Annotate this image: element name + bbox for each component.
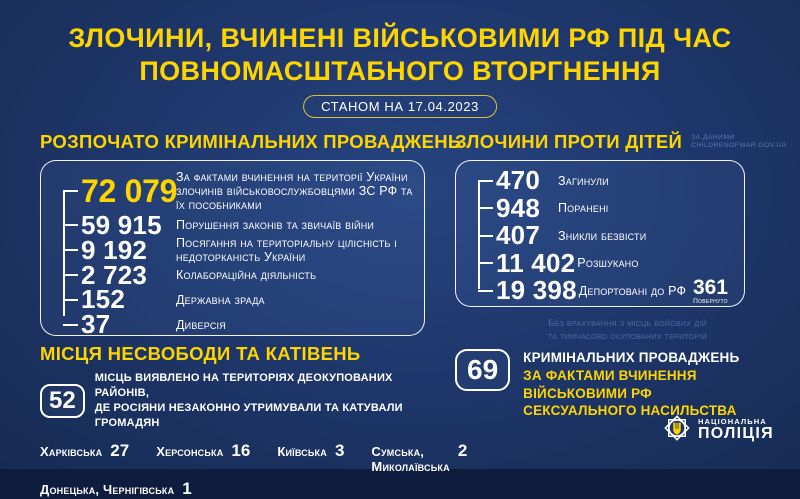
stat-value: 2 723 [81,259,148,290]
detention-desc-line2: ДЕ РОСІЯНИ НЕЗАКОННО УТРИМУВАЛИ ТА КАТУВАЛИ ГРОМАДЯН [94,401,403,429]
sv-line2: ЗА ФАКТАМИ ВЧИНЕННЯ [523,367,697,383]
stat-row [478,277,732,305]
stat-label: Диверсія [176,317,226,332]
stat-row [478,222,732,250]
stat-row [478,192,732,223]
section-proceedings [40,131,462,340]
region-name: Сумська, Миколаївська [371,444,450,475]
bracket-tick [63,299,78,301]
stat-label: За фактами вчинення на території України злочинів військовослужбовцями ЗС РФ та їх пособниками [176,170,413,212]
bracket-line [478,181,480,289]
children-footnote-line2: та тимчасово окупованих територій [547,331,708,343]
region-value: 3 [334,441,345,461]
returned-stat [693,277,728,306]
sv-line4: СЕКСУАЛЬНОГО НАСИЛЬСТВА [523,403,737,419]
stat-value: 59 915 [81,209,162,240]
page-title [0,22,800,88]
stat-label: Посягання на територіальну цілісність і недоторканість України [176,236,397,265]
region-stat [40,441,129,461]
stat-value: 948 [496,192,540,223]
detention-description [95,371,450,430]
stat-value: 37 [81,309,111,340]
children-heading: ЗЛОЧИНИ ПРОТИ ДІТЕЙ [455,131,683,152]
region-value: 27 [110,441,130,461]
bracket-tick [63,274,78,276]
regions-row-1 [40,441,468,475]
bracket-tick [63,190,78,192]
detention-heading: МІСЦЯ НЕСВОБОДИ ТА КАТІВЕНЬ [40,343,361,364]
police-logo-line1: НАЦІОНАЛЬНА [698,416,767,426]
returned-label: Повернуто [693,297,728,305]
region-stat [40,479,192,499]
stat-value: 9 192 [81,234,148,265]
children-footnote-line1: Без врахування з місць бойових дій [548,318,707,329]
sexual-violence-count-badge: 69 [455,349,510,391]
section-detention [40,343,468,499]
stat-label: Державна зрада [176,292,265,307]
children-source-line1: ЗА ДАНИМИ [691,134,735,141]
bracket-tick [478,235,493,237]
page-title-line1: ЗЛОЧИНИ, ВЧИНЕНІ ВІЙСЬКОВИМИ РФ ПІД ЧАС [68,23,732,53]
children-heading-row [455,131,787,153]
bracket-line [63,190,65,316]
stat-label: Загинули [558,173,609,188]
stat-value: 11 402 [496,247,576,278]
detention-summary [40,371,450,430]
sv-line3: ВІЙСЬКОВИМИ РФ [523,385,652,401]
sv-line1: КРИМІНАЛЬНИХ ПРОВАДЖЕНЬ [523,350,740,365]
region-name: Київська [277,444,327,460]
returned-value: 361 [692,275,728,299]
bracket-tick [478,207,493,209]
regions-row-2 [40,479,450,499]
region-value: 16 [231,441,251,461]
stat-row [478,167,732,195]
stat-label: Депортовані до РФ [578,283,687,298]
proceedings-box [40,160,425,340]
section-sexual-violence [455,349,755,420]
stat-value: 407 [496,220,540,251]
proceedings-heading: РОЗПОЧАТО КРИМІНАЛЬНИХ ПРОВАДЖЕНЬ [40,131,462,152]
detention-desc-line1: МІСЦЬ ВИЯВЛЕНО НА ТЕРИТОРІЯХ ДЕОКУПОВАНИХ РАЙОНІВ, [94,372,393,399]
police-logo-text [698,418,774,443]
region-stat [277,441,344,461]
bracket-tick [63,249,78,251]
stat-value: 470 [496,165,540,196]
region-name: Харківська [40,444,103,460]
region-name: Донецька, Чернігівська [40,482,175,498]
children-source [691,134,787,151]
region-stat [156,441,250,461]
region-value: 2 [457,441,468,461]
region-value: 1 [182,479,192,499]
sexual-violence-text [523,349,739,420]
stat-value: 152 [81,284,125,315]
stat-row [63,309,414,340]
bracket-tick [63,324,78,326]
stat-label: Зникли безвісти [558,228,647,243]
bracket-tick [478,262,493,264]
national-police-logo [662,413,774,448]
bracket-tick [478,290,493,292]
police-star-icon [662,413,692,448]
stat-value: 19 398 [496,275,577,306]
page-title-line2: ПОВНОМАСШТАБНОГО ВТОРГНЕННЯ [139,55,661,86]
date-badge: СТАНОМ НА 17.04.2023 [303,95,497,118]
children-footnote [505,317,750,344]
stat-label: Поранені [558,201,609,216]
stat-label: Колабораційна діяльність [176,267,317,282]
children-source-line2: CHILDRENOFWAR.GOV.UA [691,142,787,150]
section-children [455,131,787,307]
region-name: Херсонська [156,444,224,460]
children-box [455,160,745,307]
stat-label: Розшукано [577,256,639,271]
police-logo-line2: ПОЛІЦІЯ [698,425,774,443]
stat-value: 72 079 [81,172,178,209]
stat-row [63,169,414,213]
bracket-tick [478,180,493,182]
detention-count-badge: 52 [40,384,85,418]
stat-row [478,247,732,278]
bracket-tick [63,224,78,226]
stat-label: Порушення законів та звичаїв війни [176,218,375,233]
region-stat [371,441,467,474]
